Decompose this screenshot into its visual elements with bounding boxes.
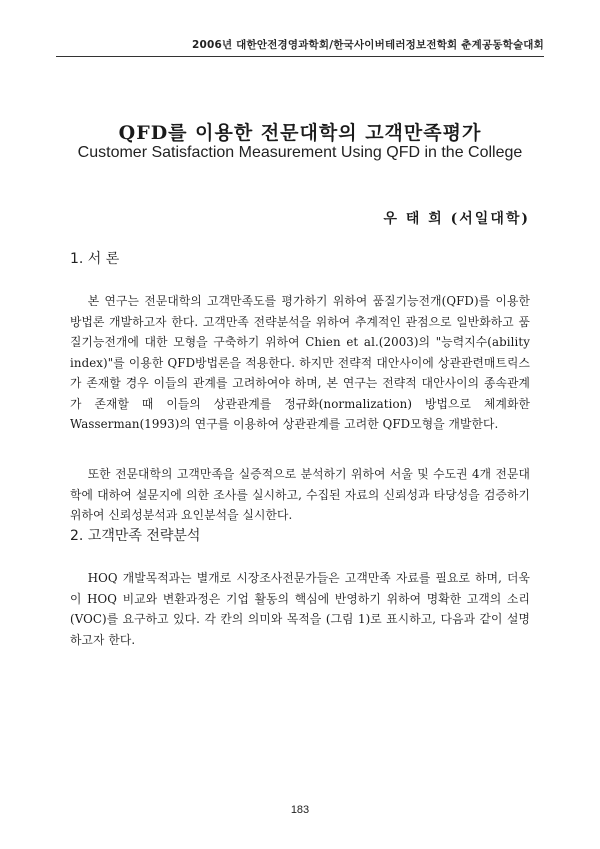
- section-heading-introduction: 1. 서 론: [70, 251, 120, 267]
- section-heading-strategy: 2. 고객만족 전략분석: [70, 528, 201, 544]
- title-korean: QFD를 이용한 전문대학의 고객만족평가: [118, 122, 482, 144]
- page-number: 183: [290, 804, 310, 816]
- title-english: Customer Satisfaction Measurement Using QFD in the College: [77, 144, 523, 161]
- intro-paragraph-2: 또한 전문대학의 고객만족을 실증적으로 분석하기 위하여 서울 및 수도권 4개 전문대학에 대하여 설문지에 의한 조사를 실시하고, 수집된 자료의 신뢰성과 타당성을 검증하기 위하여 신뢰성분석과 요인분석을 실시한다.: [70, 467, 530, 522]
- running-header: 2006년 대한안전경영과학회/한국사이버테러정보전학회 춘계공동학술대회: [191, 39, 544, 51]
- header-rule: [56, 56, 544, 57]
- intro-paragraph-1: 본 연구는 전문대학의 고객만족도를 평가하기 위하여 품질기능전개(QFD)를 이용한 방법론 개발하고자 한다. 고객만족 전략분석을 위하여 추계적인 관점으로 일반화하고 품질기능전개에 대한 모형을 구축하기 위하여 Chien et al.(2003)의 "능력지수(ability index)"를 이용한 QFD방법론을 적용한다. 하지만 전략적 대안사이에 상관관련매트릭스가 존재할 경우 이들의 관계를 고려하여야 하며, 본 연구는 전략적 대안사이의 종속관계가 존재할 때 이들의 상관관계를 정규화(normalization) 방법으로 체계화한 Wasserman(1993)의 연구를 이용하여 상관관계를 고려한 QFD모형을 개발한다.: [70, 294, 530, 431]
- author-line: 우 태 희 (서일대학): [383, 211, 530, 227]
- strategy-paragraph-1: HOQ 개발목적과는 별개로 시장조사전문가들은 고객만족 자료를 필요로 하며, 더욱이 HOQ 비교와 변환과정은 기업 활동의 핵심에 반영하기 위하여 명확한 고객의 소리(VOC)를 요구하고 있다. 각 칸의 의미와 목적을 (그림 1)로 표시하고, 다음과 같이 설명하고자 한다.: [70, 571, 530, 647]
